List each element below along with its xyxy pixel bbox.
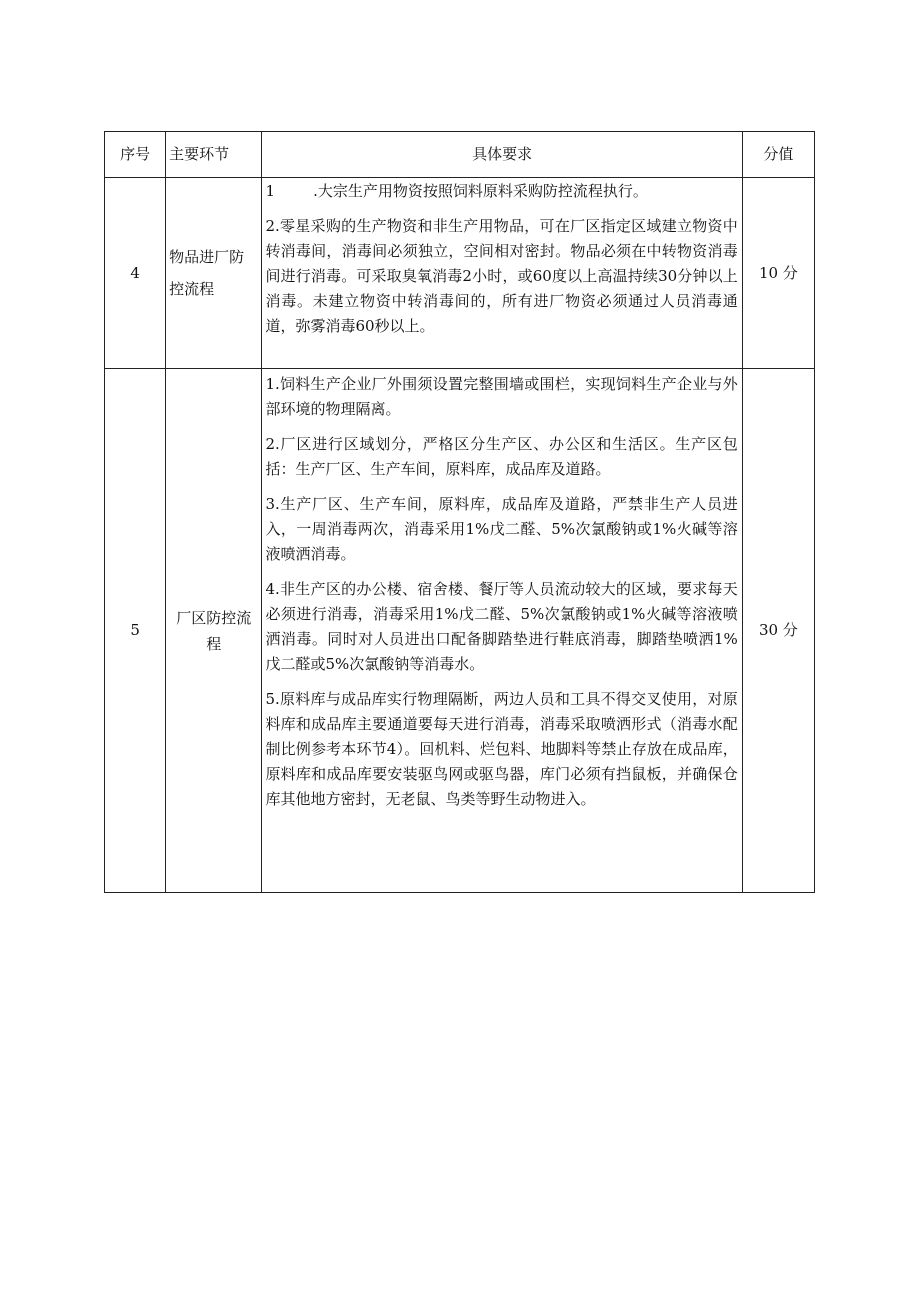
header-stage: 主要环节 bbox=[166, 132, 262, 178]
stage-line: 物品进厂防 bbox=[169, 248, 245, 266]
requirement-item: 1.饲料生产企业厂外围须设置完整围墙或围栏，实现饲料生产企业与外部环境的物理隔离。 bbox=[265, 375, 738, 418]
stage-line: 厂区防控流 bbox=[176, 608, 252, 627]
row-stage bbox=[166, 369, 262, 893]
stage-line: 程 bbox=[206, 634, 222, 653]
row-requirements bbox=[262, 178, 742, 369]
header-no: 序号 bbox=[105, 132, 166, 178]
stage-line: 控流程 bbox=[169, 280, 215, 298]
requirement-item: 5.原料库与成品库实行物理隔断，两边人员和工具不得交叉使用，对原料库和成品库主要通道要每天进行消毒，消毒采取喷洒形式（消毒水配制比例参考本环节4）。回机料、烂包料、地脚料等禁止存放在成品库，原料库和成品库要安装驱鸟网或驱鸟器，库门必须有挡鼠板，并确保仓库其他地方密封，无老鼠、鸟类等野生动物进入。 bbox=[265, 690, 738, 808]
row-number: 4 bbox=[105, 178, 166, 369]
row-requirements bbox=[262, 369, 742, 893]
requirement-item: 1 .大宗生产用物资按照饲料原料采购防控流程执行。 bbox=[265, 182, 648, 200]
requirement-item: 2.零星采购的生产物资和非生产用物品，可在厂区指定区域建立物资中转消毒间，消毒间必须独立，空间相对密封。物品必须在中转物资消毒间进行消毒。可采取臭氧消毒2小时，或60度以上高温持续30分钟以上消毒。未建立物资中转消毒间的，所有进厂物资必须通过人员消毒通道，弥雾消毒60秒以上。 bbox=[265, 217, 738, 335]
table-row bbox=[105, 178, 815, 369]
table-row bbox=[105, 369, 815, 893]
requirement-item: 4.非生产区的办公楼、宿舍楼、餐厅等人员流动较大的区域，要求每天必须进行消毒，消毒采用1%戊二醛、5%次氯酸钠或1%火碱等溶液喷洒消毒。同时对人员进出口配备脚踏垫进行鞋底消毒，脚踏垫喷洒1%戊二醛或5%次氯酸钠等消毒水。 bbox=[265, 580, 738, 673]
header-score: 分值 bbox=[742, 132, 814, 178]
row-number: 5 bbox=[105, 369, 166, 893]
row-score: 10 分 bbox=[742, 178, 814, 369]
row-score: 30 分 bbox=[742, 369, 814, 893]
requirements-table bbox=[104, 131, 815, 893]
header-requirement: 具体要求 bbox=[262, 132, 742, 178]
requirement-item: 3.生产厂区、生产车间，原料库，成品库及道路，严禁非生产人员进入，一周消毒两次，消毒采用1%戊二醛、5%次氯酸钠或1%火碱等溶液喷洒消毒。 bbox=[265, 495, 738, 563]
table-header-row bbox=[105, 132, 815, 178]
requirement-item: 2.厂区进行区域划分，严格区分生产区、办公区和生活区。生产区包括：生产厂区、生产车间，原料库，成品库及道路。 bbox=[265, 435, 738, 478]
row-stage bbox=[166, 178, 262, 369]
